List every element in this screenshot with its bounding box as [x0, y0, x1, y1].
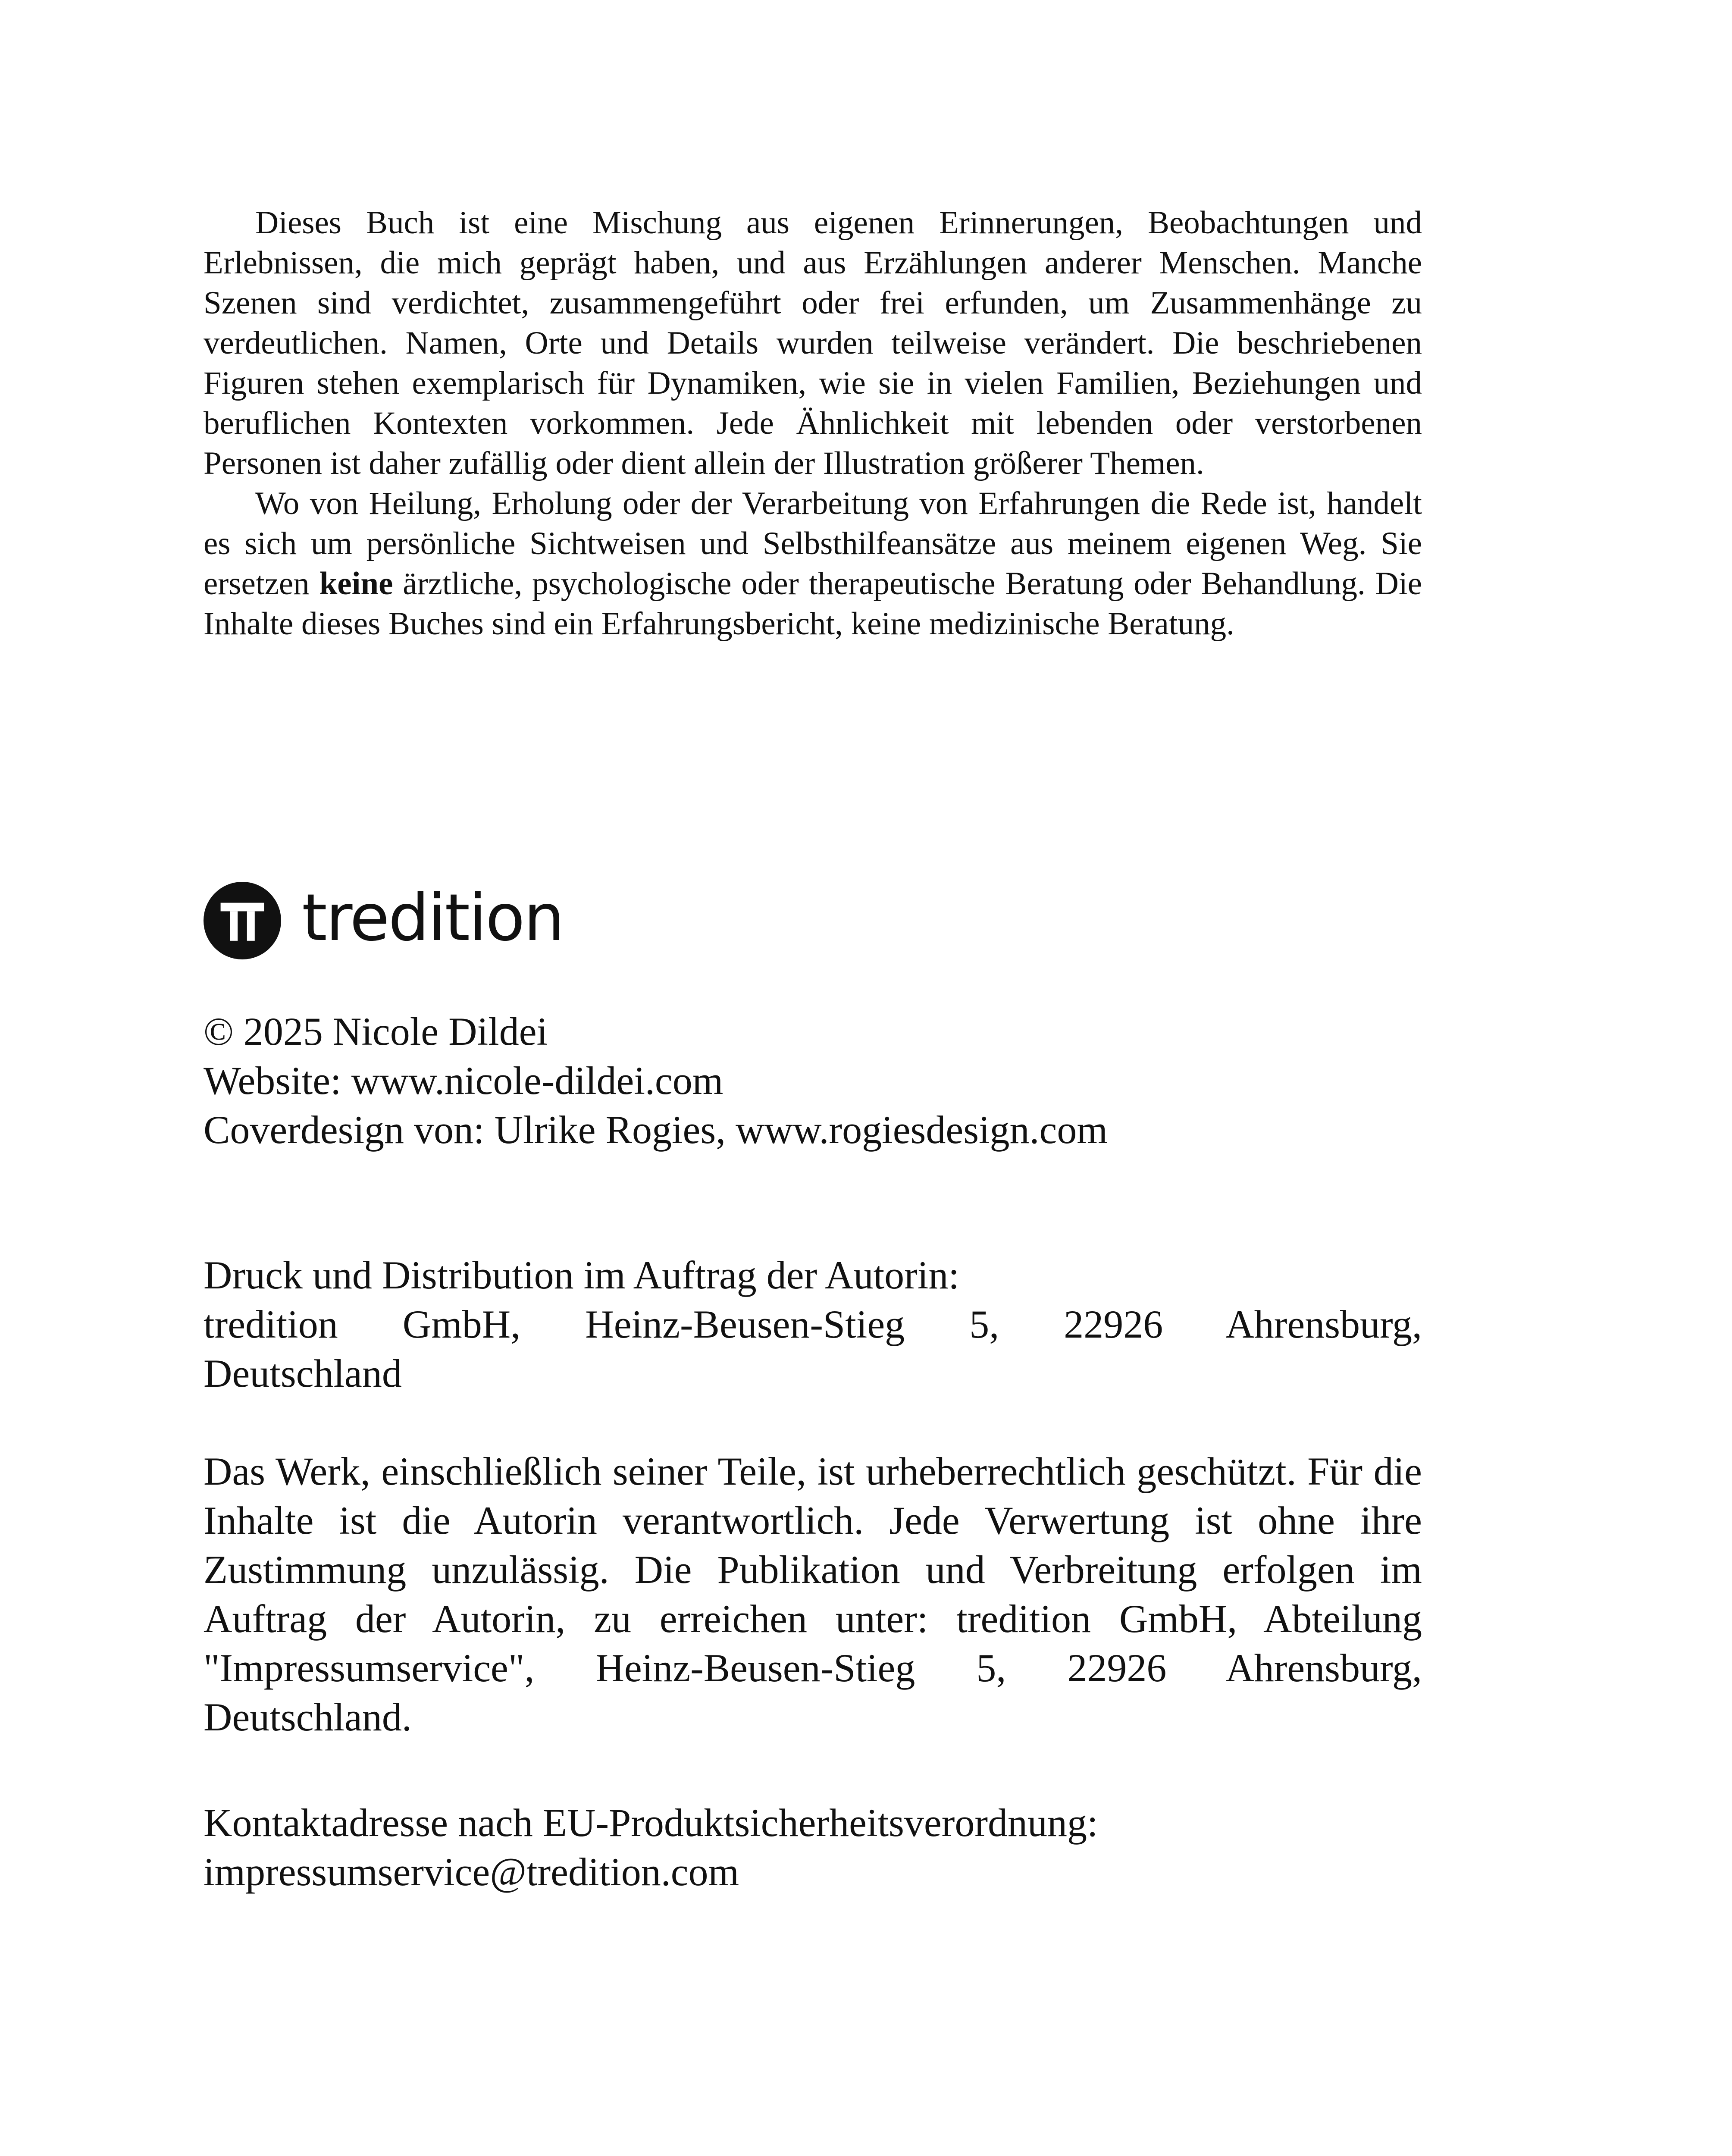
- cover-design-line: Coverdesign von: Ulrike Rogies, www.rogiesdesign.com: [204, 1108, 1108, 1152]
- publisher-logo: [204, 882, 564, 959]
- contact-email: impressumservice@tredition.com: [204, 1850, 739, 1894]
- disclaimer-paragraph-2: [204, 483, 1422, 644]
- contact-heading: Kontaktadresse nach EU-Produktsicherheitsverordnung:: [204, 1801, 1098, 1845]
- disclaimer-paragraph-2-start: Wo von Heilung, Erholung oder der Verarbeitung von Erfahrungen die Rede ist, handelt es sich um persönliche Sichtweisen und Selbsthilfeansätze aus meinem eigenen Weg. Sie ersetzen: [204, 486, 1422, 602]
- print-address-line-1: tredition GmbH, Heinz-Beusen-Stieg 5, 22926 Ahrensburg,: [204, 1302, 1422, 1346]
- disclaimer-text: [204, 203, 1422, 644]
- disclaimer-paragraph-2-end: ärztliche, psychologische oder therapeutische Beratung oder Behandlung. Die Inhalte dieses Buches sind ein Erfahrungsbericht, keine medizinische Beratung.: [204, 566, 1422, 642]
- disclaimer-emphasis: keine: [319, 566, 393, 602]
- print-address-line-2: Deutschland: [204, 1351, 402, 1395]
- imprint-print-distribution: [204, 1250, 1422, 1398]
- imprint-credits: [204, 1007, 1422, 1154]
- rights-text: Das Werk, einschließlich seiner Teile, ist urheberrechtlich geschützt. Für die Inhalte ist die Autorin verantwortlich. Jede Verwertung ist ohne ihre Zustimmung unzulässig. Die Publikation und Verbreitung erfolgen im Auftrag der Autorin, zu erreichen unter: tredition GmbH, Abteilung "Impressumservice", Heinz-Beusen-Stieg 5, 22926 Ahrensburg, Deutschland.: [204, 1449, 1422, 1739]
- logo-wordmark: tredition: [302, 881, 564, 956]
- tredition-logo-icon: [204, 882, 281, 959]
- print-heading: Druck und Distribution im Auftrag der Autorin:: [204, 1253, 959, 1297]
- imprint-contact: [204, 1798, 1422, 1896]
- imprint-rights: [204, 1447, 1422, 1742]
- disclaimer-paragraph-1: Dieses Buch ist eine Mischung aus eigenen Erinnerungen, Beobachtungen und Erlebnissen, die mich geprägt haben, und aus Erzählungen anderer Menschen. Manche Szenen sind verdichtet, zusammengeführt oder frei erfunden, um Zusammenhänge zu verdeutlichen. Namen, Orte und Details wurden teilweise verändert. Die beschriebenen Figuren stehen exemplarisch für Dynamiken, wie sie in vielen Familien, Beziehungen und beruflichen Kontexten vorkommen. Jede Ähnlichkeit mit lebenden oder verstorbenen Personen ist daher zufällig oder dient allein der Illustration größerer Themen.: [204, 205, 1422, 481]
- copyright-line: © 2025 Nicole Dildei: [204, 1009, 548, 1053]
- website-line: Website: www.nicole-dildei.com: [204, 1059, 723, 1103]
